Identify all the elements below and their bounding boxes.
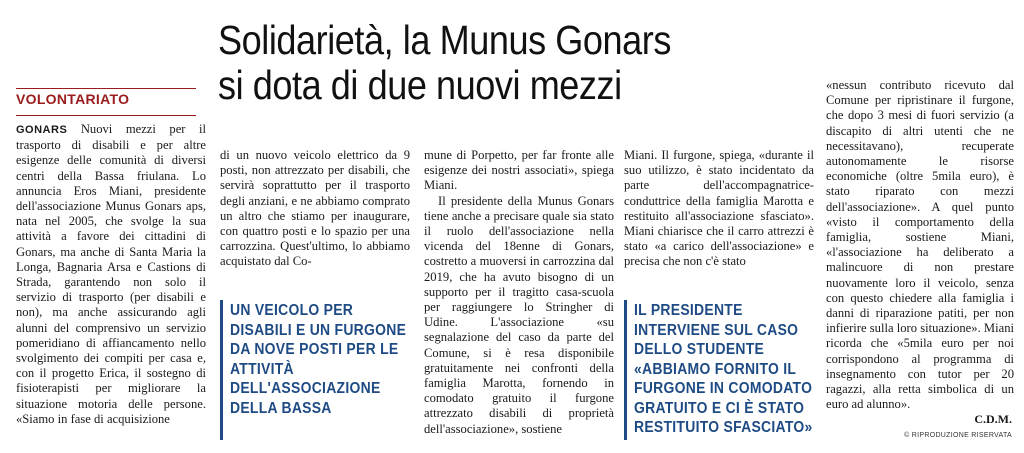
article-column-4 xyxy=(624,148,814,270)
section-label: VOLONTARIATO xyxy=(16,91,130,107)
pullquote-1 xyxy=(230,301,435,418)
author-signature: C.D.M. xyxy=(974,412,1012,426)
pullquote-text: UN VEICOLO PER DISABILI E UN FURGONE DA NOVE POSTI PER LE ATTIVITÀ DELL'ASSOCIAZIONE DELLA BASSA xyxy=(230,302,407,417)
headline-line-1: Solidarietà, la Munus Gonars xyxy=(218,17,671,63)
column-text: Nuovi mezzi per il trasporto di disabili e per altre esigenze delle comunità di diversi centri della Bassa friulana. Lo annuncia Eros Miani, presidente dell'associazione Munus Gonars aps, nata nel 2005, che svolge la sua attività a favore dei cittadini di Gonars, ma anche di Santa Maria la Longa, Bagnaria Arsa e Castions di Strada, garantendo non solo il servizio di trasporto (per disabili e non), ma anche assicurando agli alunni del comprensivo un servizio pomeridiano di affiancamento nello svolgimento dei compiti per casa e, con il progetto Erica, il sostegno di fisioterapisti per migliorare la situazione motoria delle persone. «Siamo in fase di acquisizione xyxy=(16,122,206,426)
pullquote-2 xyxy=(634,301,834,438)
column-text: Miani. Il furgone, spiega, «durante il suo utilizzo, è stato incidentato da parte dell'accompagnatrice-conduttrice della famiglia Marotta e restituito all'associazione sfasciato». Miani chiarisce che il carro attrezzi è stato «a carico dell'associazione» e precisa che non c'è stato xyxy=(624,148,814,269)
copyright-notice: © RIPRODUZIONE RISERVATA xyxy=(904,432,1012,439)
column-text: di un nuovo veicolo elettrico da 9 posti, non attrezzato per disabili, che servirà soprattutto per il trasporto degli anziani, e ne abbiamo comprato un altro che stiamo per inaugurare, con quattro posti e lo spazio per una carrozzina. Quest'ultimo, lo abbiamo acquistato dal Co- xyxy=(220,148,410,269)
column-text: «nessun contributo ricevuto dal Comune per ripristinare il furgone, che dopo 3 mesi di fuori servizio (a discapito di altri utenti che ne necessitavano), recuperate autonomamente le risorse economiche (oltre 5mila euro), è stato riparato con mezzi dell'associazione». A quel punto «visto il comportamento della famiglia, sostiene Miani, «l'associazione ha deliberato a malincuore di non prestare nuovamente loro il veicolo, senza con questo chiedere alla famiglia i danni di riparazione patiti, per non infierire sulla loro situazione». Miani ricorda che «5mila euro per noi corrispondono al programma di insegnamento con tutor per 20 ragazzi, alla retta simbolica di un euro ad alunno». xyxy=(826,78,1014,412)
headline xyxy=(218,18,746,108)
pullquote-text: IL PRESIDENTE INTERVIENE SUL CASO DELLO STUDENTE «ABBIAMO FORNITO IL FURGONE IN COMODATO GRATUITO E CI È STATO RESTITUITO SFASCIATO» xyxy=(634,302,813,436)
headline-line-2: si dota di due nuovi mezzi xyxy=(218,62,622,108)
column-text: mune di Porpetto, per far fronte alle esigenze dei nostri associati», spiega Miani. xyxy=(424,148,614,193)
article-column-1 xyxy=(16,122,206,427)
paragraph xyxy=(16,122,206,427)
section-label-box xyxy=(16,88,196,116)
article-column-2 xyxy=(220,148,410,270)
pullquote-bar xyxy=(220,300,223,440)
article-column-5 xyxy=(826,78,1014,412)
dateline: GONARS xyxy=(16,124,68,136)
pullquote-bar xyxy=(624,300,627,440)
article-column-3 xyxy=(424,148,614,437)
column-text: Il presidente della Munus Gonars tiene anche a precisare quale sia stato il ruolo dell'associazione nella vicenda del 18enne di Gonars, costretto a muoversi in carrozzina dal 2019, che ha avuto bisogno di un supporto per il tragitto casa-scuola per raggiungere lo Stringher di Udine. L'associazione «su segnalazione del caso da parte del Comune, si è resa disponibile gratuitamente nei confronti della famiglia Marotta, fornendo in comodato gratuito il furgone attrezzato disabili di proprietà dell'associazione», sostiene xyxy=(424,193,614,436)
